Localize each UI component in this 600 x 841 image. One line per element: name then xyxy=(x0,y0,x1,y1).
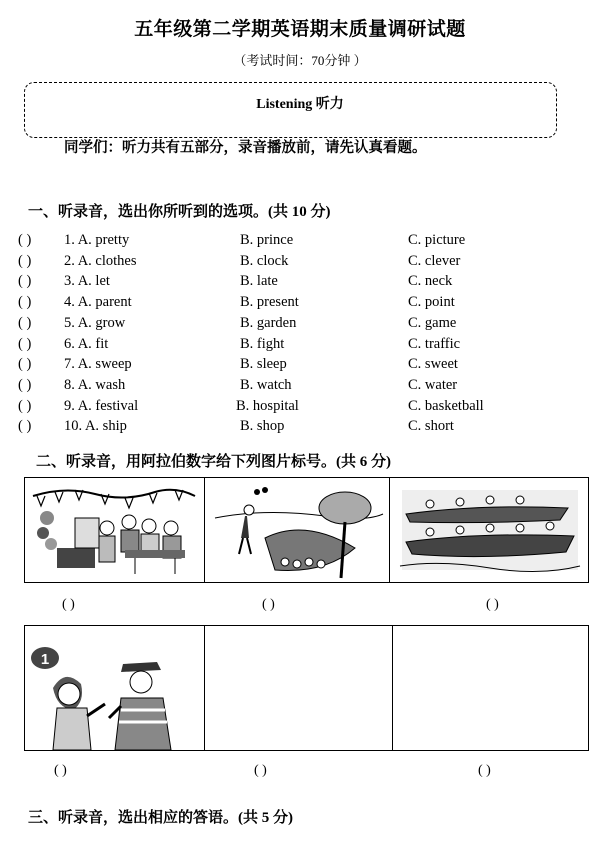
question-answer-blank[interactable]: ( ) xyxy=(18,356,32,373)
dragon-boat-picture xyxy=(390,478,588,582)
picture-cell-police xyxy=(25,626,205,751)
example-number: 1 xyxy=(40,651,50,668)
exam-title: 五年级第二学期英语期末质量调研试题 xyxy=(134,19,466,40)
question-answer-blank[interactable]: ( ) xyxy=(18,232,32,248)
question-option-a: 1. A. pretty xyxy=(64,232,130,248)
part2-heading: 二、听录音，用阿拉伯数字给下列图片标号。(共 6 分) xyxy=(36,454,391,470)
answer-blank-5[interactable]: ( ) xyxy=(254,763,267,778)
question-option-c: C. basketball xyxy=(408,397,484,414)
question-row xyxy=(0,294,600,314)
answer-blank-1[interactable]: ( ) xyxy=(62,597,75,612)
question-option-c: C. water xyxy=(408,376,458,393)
question-option-a: 6. A. fit xyxy=(64,335,109,352)
question-option-a: 4. A. parent xyxy=(64,294,132,311)
question-option-b: B. present xyxy=(240,294,299,311)
picture-cell-dragon-boat xyxy=(390,478,589,583)
question-option-c: C. game xyxy=(408,314,457,331)
question-option-b: B. watch xyxy=(240,376,292,393)
question-option-b: B. fight xyxy=(240,335,285,352)
question-option-b: B. hospital xyxy=(236,397,299,414)
picture-cell-party xyxy=(25,478,205,583)
picture-cell-empty-2 xyxy=(393,626,589,751)
question-option-c: C. picture xyxy=(408,232,466,248)
question-answer-blank[interactable]: ( ) xyxy=(18,376,32,393)
question-row xyxy=(0,356,600,376)
question-option-a: 3. A. let xyxy=(64,273,110,290)
question-row xyxy=(0,377,600,397)
question-option-a: 5. A. grow xyxy=(64,314,126,331)
question-row xyxy=(0,398,600,418)
question-option-b: B. clock xyxy=(240,252,289,269)
question-answer-blank[interactable]: ( ) xyxy=(18,273,32,290)
question-option-c: C. sweet xyxy=(408,356,458,373)
picture-grid-row2 xyxy=(24,625,589,751)
picture-cell-empty-1 xyxy=(205,626,393,751)
question-option-c: C. traffic xyxy=(408,335,461,352)
garden-picture xyxy=(205,478,389,582)
question-answer-blank[interactable]: ( ) xyxy=(18,252,32,269)
question-row xyxy=(0,315,600,335)
listening-instruction: 同学们：听力共有五部分，录音播放前，请先认真看题。 xyxy=(64,140,427,156)
answer-blank-4[interactable]: ( ) xyxy=(54,763,67,778)
question-option-b: B. shop xyxy=(240,418,285,435)
question-option-a: 10. A. ship xyxy=(64,418,127,435)
question-option-c: C. point xyxy=(408,294,455,311)
part1-heading: 一、听录音，选出你所听到的选项。(共 10 分) xyxy=(28,204,331,220)
picture-grid-row1 xyxy=(24,477,589,583)
question-answer-blank[interactable]: ( ) xyxy=(18,335,32,352)
answer-blank-6[interactable]: ( ) xyxy=(478,763,491,778)
question-row xyxy=(0,232,600,252)
question-answer-blank[interactable]: ( ) xyxy=(18,314,32,331)
question-row xyxy=(0,273,600,293)
listening-title: Listening 听力 xyxy=(256,97,344,112)
question-option-a: 8. A. wash xyxy=(64,376,126,393)
question-option-b: B. late xyxy=(240,273,278,290)
picture-cell-garden xyxy=(204,478,390,583)
part3-heading: 三、听录音，选出相应的答语。(共 5 分) xyxy=(28,810,293,826)
question-option-a: 2. A. clothes xyxy=(64,252,137,269)
exam-duration: （考试时间：70分钟 ） xyxy=(233,53,367,68)
question-answer-blank[interactable]: ( ) xyxy=(18,418,32,435)
party-picture xyxy=(25,478,203,582)
question-option-b: B. prince xyxy=(240,232,294,248)
question-row xyxy=(0,336,600,356)
question-answer-blank[interactable]: ( ) xyxy=(18,397,32,414)
answer-blank-2[interactable]: ( ) xyxy=(262,597,275,612)
question-row xyxy=(0,253,600,273)
question-option-a: 7. A. sweep xyxy=(64,356,132,373)
police-picture xyxy=(25,626,203,750)
question-answer-blank[interactable]: ( ) xyxy=(18,294,32,311)
question-option-b: B. sleep xyxy=(240,356,287,373)
question-option-c: C. clever xyxy=(408,252,461,269)
question-option-b: B. garden xyxy=(240,314,297,331)
answer-blank-3[interactable]: ( ) xyxy=(486,597,499,612)
question-row xyxy=(0,418,600,438)
question-option-c: C. short xyxy=(408,418,454,435)
question-option-a: 9. A. festival xyxy=(64,397,139,414)
question-option-c: C. neck xyxy=(408,273,453,290)
